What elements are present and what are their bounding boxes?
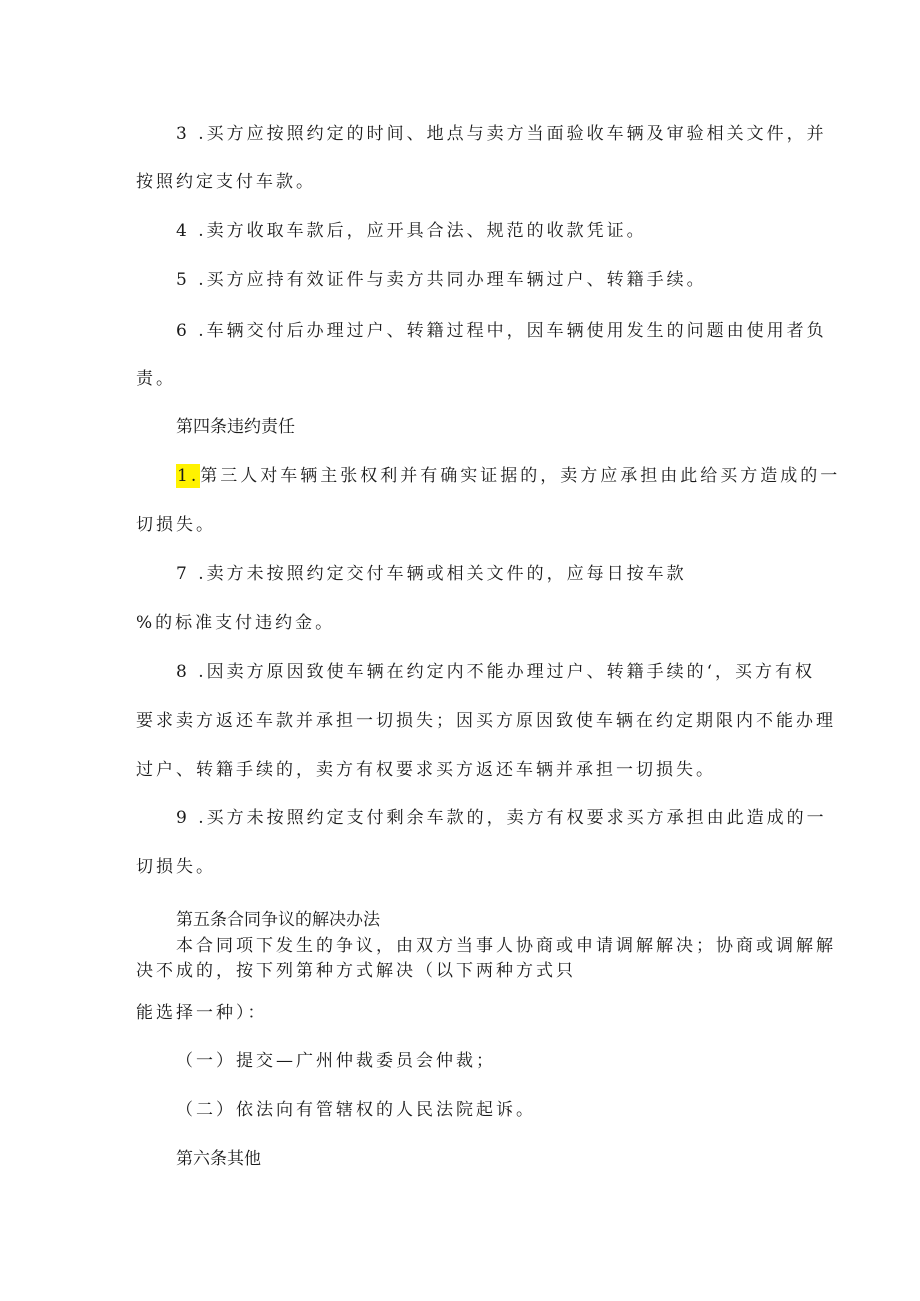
clause-1-text: 第三人对车辆主张权利并有确实证据的，卖方应承担由此给买方造成的一 bbox=[200, 466, 841, 486]
dispute-line-1: 本合同项下发生的争议，由双方当事人协商或申请调解解决；协商或调解解 bbox=[176, 936, 836, 956]
dispute-line-3: 能选择一种）： bbox=[136, 1003, 268, 1023]
option-1: （一）提交—广州仲裁委员会仲裁； bbox=[176, 1051, 496, 1071]
option-2: （二）依法向有管辖权的人民法院起诉。 bbox=[176, 1100, 536, 1120]
clause-1-line-1 bbox=[176, 464, 840, 488]
clause-8-line-2: 要求卖方返还车款并承担一切损失；因买方原因致使车辆在约定期限内不能办理 bbox=[136, 711, 836, 731]
clause-1-line-2: 切损失。 bbox=[136, 515, 216, 535]
clause-6-line-2: 责。 bbox=[136, 369, 176, 389]
clause-3-line-1: 3 .买方应按照约定的时间、地点与卖方当面验收车辆及审验相关文件，并 bbox=[176, 124, 827, 144]
clause-5: 5 .买方应持有效证件与卖方共同办理车辆过户、转籍手续。 bbox=[176, 270, 707, 290]
clause-6-line-1: 6 .车辆交付后办理过户、转籍过程中，因车辆使用发生的问题由使用者负 bbox=[176, 321, 827, 341]
clause-8-line-3: 过户、转籍手续的，卖方有权要求买方返还车辆并承担一切损失。 bbox=[136, 760, 716, 780]
clause-3-line-2: 按照约定支付车款。 bbox=[136, 172, 316, 192]
clause-4: 4 .卖方收取车款后，应开具合法、规范的收款凭证。 bbox=[176, 221, 647, 241]
clause-7-line-1: 7 .卖方未按照约定交付车辆或相关文件的，应每日按车款 bbox=[176, 564, 687, 584]
article-6-heading: 第六条其他 bbox=[176, 1149, 261, 1169]
clause-8-line-1: 8 .因卖方原因致使车辆在约定内不能办理过户、转籍手续的‘，买方有权 bbox=[176, 662, 816, 682]
clause-9-line-1: 9 .买方未按照约定支付剩余车款的，卖方有权要求买方承担由此造成的一 bbox=[176, 808, 827, 828]
clause-9-line-2: 切损失。 bbox=[136, 857, 216, 877]
highlighted-number: 1. bbox=[177, 466, 200, 486]
dispute-line-2: 决不成的，按下列第种方式解决（以下两种方式只 bbox=[136, 961, 576, 981]
clause-7-line-2: %的标准支付违约金。 bbox=[136, 613, 336, 633]
article-4-heading: 第四条违约责任 bbox=[176, 417, 295, 437]
article-5-heading: 第五条合同争议的解决办法 bbox=[176, 910, 380, 930]
